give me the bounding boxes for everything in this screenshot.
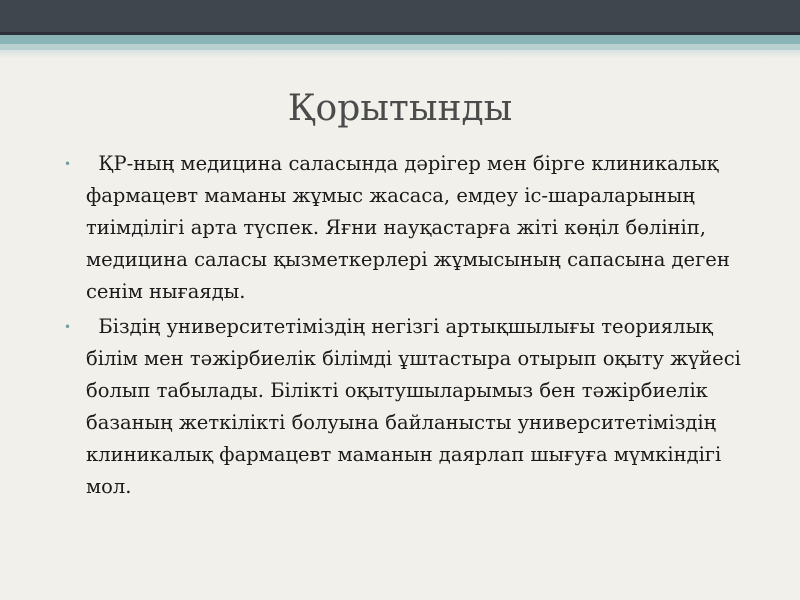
bullet-list bbox=[64, 148, 754, 506]
top-header-band bbox=[0, 0, 800, 32]
accent-stripe-fade bbox=[0, 50, 800, 58]
bullet-dot-icon: • bbox=[64, 157, 72, 171]
bullet-item bbox=[64, 148, 754, 308]
accent-stripe bbox=[0, 35, 800, 44]
bullet-text: Біздің университетіміздің негізгі артықшылығы теориялық білім мен тәжірбиелік білімді ұштастыра отырып оқыту жүйесі болып табылады. Білікті оқытушыларымыз бен тәжірбиелік базаның жеткілікті болуына байланысты университетіміздің клиникалық фармацевт маманын даярлап шығуға мүмкіндігі мол. bbox=[86, 315, 748, 498]
bullet-item bbox=[64, 311, 754, 503]
slide-title: Қорытынды bbox=[287, 88, 513, 129]
bullet-dot-icon: • bbox=[64, 320, 72, 334]
bullet-text: ҚР-ның медицина саласында дәрігер мен бірге клиникалық фармацевт маманы жұмыс жасаса, емдеу іс-шараларының тиімділігі арта түспек. Яғни науқастарға жіті көңіл бөлініп, медицина саласы қызметкерлері жұмысының сапасына деген сенім нығаяды. bbox=[86, 152, 737, 303]
